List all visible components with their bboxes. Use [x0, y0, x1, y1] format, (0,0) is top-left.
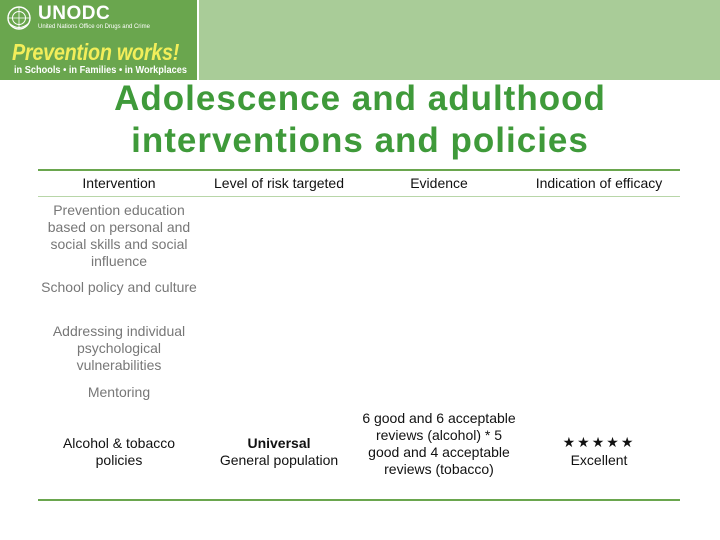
risk-detail-cell: General population: [219, 452, 339, 468]
header-divider: [38, 196, 680, 197]
evidence-cell: 6 good and 6 acceptable reviews (alcohol) * 5 good and 4 acceptable reviews (tobacco): [362, 410, 516, 477]
brand-subtitle: United Nations Office on Drugs and Crime: [38, 24, 150, 30]
column-header-intervention: Intervention: [82, 175, 156, 191]
title-line-1: Adolescence and adulthood: [114, 79, 606, 118]
brand-name: UNODC: [38, 3, 111, 24]
efficacy-cell: Excellent: [570, 452, 628, 468]
efficacy-stars-icon: ★★★★★: [562, 434, 636, 450]
table-row-intervention: School policy and culture: [41, 279, 197, 295]
title-line-2: interventions and policies: [131, 121, 589, 160]
column-header-evidence: Evidence: [410, 175, 468, 191]
slide-title: [40, 78, 680, 162]
column-header-efficacy: Indication of efficacy: [535, 175, 663, 191]
subtagline: in Schools • in Families • in Workplaces: [14, 65, 187, 76]
table-bottom-rule: [38, 499, 680, 501]
column-header-risk: Level of risk targeted: [214, 175, 344, 191]
risk-level-cell: Universal: [247, 435, 311, 451]
intervention-cell: Alcohol & tobacco policies: [62, 435, 176, 468]
table-row-intervention: Prevention education based on personal and social skills and social influence: [47, 202, 191, 269]
tagline: Prevention works!: [12, 39, 180, 65]
un-emblem-icon: [6, 5, 32, 31]
brand-block: [0, 0, 199, 80]
table-top-rule: [38, 169, 680, 171]
table-row-intervention: Mentoring: [87, 384, 151, 400]
table-row-intervention: Addressing individual psychological vulnerabilities: [52, 323, 186, 373]
